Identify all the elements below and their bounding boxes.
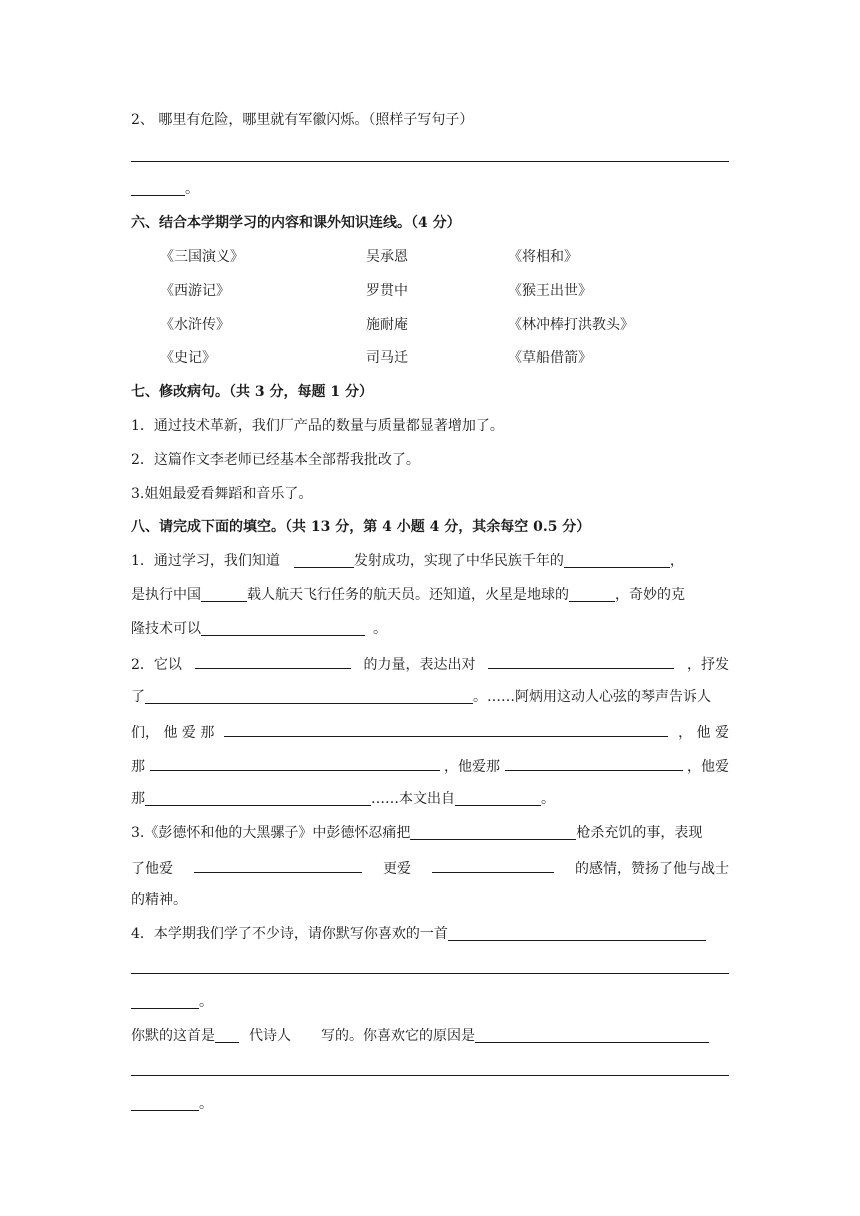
- q8-4-line4: [131, 1027, 729, 1045]
- q8-1-line3: [131, 620, 729, 638]
- match-person[interactable]: 罗贯中: [366, 283, 408, 299]
- text: 那: [131, 791, 145, 807]
- blank[interactable]: [195, 654, 351, 669]
- match-book[interactable]: 《三国演义》: [160, 249, 244, 265]
- blank[interactable]: [410, 825, 576, 840]
- text: 了他爱: [131, 861, 173, 877]
- q8-1-line2: [131, 586, 729, 604]
- text: 们， 他 爱 那: [131, 725, 215, 741]
- text: 代诗人: [249, 1028, 291, 1044]
- text: ，奇妙的克: [615, 587, 685, 603]
- text: 的感情，赞扬了他与战士: [575, 861, 729, 877]
- text: ，他爱: [687, 759, 729, 775]
- text: 。: [373, 621, 387, 637]
- match-person[interactable]: 施耐庵: [366, 317, 408, 333]
- match-person[interactable]: 司马迁: [366, 350, 408, 366]
- match-work[interactable]: 《将相和》: [508, 249, 578, 265]
- text: 。: [199, 994, 213, 1010]
- blank[interactable]: [145, 689, 473, 704]
- blank[interactable]: [194, 858, 362, 873]
- section-6-heading: 六、结合本学期学习的内容和课外知识连线。（4 分）: [131, 215, 461, 231]
- text: 4．本学期我们学了不少诗，请你默写你喜欢的一首: [131, 926, 448, 942]
- match-work[interactable]: 《草船借箭》: [508, 350, 592, 366]
- answer-line[interactable]: [131, 1075, 729, 1076]
- q8-3-line3: 的精神。: [131, 892, 187, 908]
- blank[interactable]: [505, 756, 683, 771]
- q8-3-line1: [131, 824, 729, 842]
- q5-2-answer-tail: [131, 180, 729, 198]
- q8-1-line1: [131, 552, 729, 570]
- blank[interactable]: [432, 858, 554, 873]
- answer-blank[interactable]: [131, 1096, 199, 1111]
- text: 。……阿炳用这动人心弦的琴声告诉人: [473, 689, 711, 705]
- text: 2．它以: [131, 657, 182, 673]
- text: 了: [131, 689, 145, 705]
- match-book[interactable]: 《史记》: [160, 350, 216, 366]
- q8-2-line2: [131, 688, 729, 706]
- q5-2-prompt: 2、 哪里有危险，哪里就有军徽闪烁。（照样子写句子）: [131, 112, 474, 128]
- blank-poem[interactable]: [448, 926, 706, 941]
- text: 隆技术可以: [131, 621, 201, 637]
- q8-2-line4: [131, 756, 729, 776]
- text: 是执行中国: [131, 587, 201, 603]
- blank-dynasty[interactable]: [215, 1028, 239, 1043]
- blank-launch[interactable]: [294, 553, 354, 568]
- match-work[interactable]: 《林冲棒打洪教头》: [508, 317, 634, 333]
- q8-4-line3: [131, 993, 729, 1011]
- answer-blank[interactable]: [131, 181, 185, 196]
- blank-source[interactable]: [455, 791, 541, 806]
- text: 载人航天飞行任务的航天员。还知道，火星是地球的: [247, 587, 569, 603]
- q8-4-line1: [131, 925, 729, 943]
- text: ，他爱那: [444, 759, 500, 775]
- section-8-heading: 八、请完成下面的填空。（共 13 分，第 4 小题 4 分，其余每空 0.5 分）: [131, 519, 591, 535]
- blank-mission[interactable]: [201, 587, 247, 602]
- blank-mars[interactable]: [569, 587, 615, 602]
- text: ， 他 爱: [678, 725, 729, 741]
- text: 枪杀充饥的事，表现: [576, 825, 703, 841]
- q8-2-line5: [131, 790, 729, 808]
- answer-line[interactable]: [131, 161, 729, 162]
- text: 。: [199, 1096, 213, 1112]
- blank[interactable]: [224, 722, 668, 737]
- answer-blank[interactable]: [131, 994, 199, 1009]
- text: 你默的这首是: [131, 1028, 215, 1044]
- section-7-heading: 七、修改病句。（共 3 分，每题 1 分）: [131, 384, 373, 400]
- blank-reason[interactable]: [475, 1028, 709, 1043]
- q8-2-line3: [131, 722, 729, 742]
- answer-line[interactable]: [131, 973, 729, 974]
- text: 的力量，表达出对: [363, 657, 476, 673]
- text: 更爱: [383, 861, 411, 877]
- blank-clone[interactable]: [201, 621, 365, 636]
- match-work[interactable]: 《猴王出世》: [508, 283, 592, 299]
- blank[interactable]: [488, 654, 674, 669]
- text: 发射成功，实现了中华民族千年的: [353, 553, 564, 569]
- text: 写的。你喜欢它的原因是: [321, 1028, 475, 1044]
- q8-4-line6: [131, 1095, 729, 1113]
- text: 。: [541, 791, 555, 807]
- blank[interactable]: [150, 756, 440, 771]
- q8-2-line1: [131, 654, 729, 674]
- match-book[interactable]: 《西游记》: [160, 283, 230, 299]
- sentence-item: 3.姐姐最爱看舞蹈和音乐了。: [131, 486, 313, 502]
- sentence-item: 2．这篇作文李老师已经基本全部帮我批改了。: [131, 452, 420, 468]
- sentence-item: 1．通过技术革新，我们厂产品的数量与质量都显著增加了。: [131, 418, 504, 434]
- match-book[interactable]: 《水浒传》: [160, 317, 230, 333]
- match-person[interactable]: 吴承恩: [366, 249, 408, 265]
- blank[interactable]: [145, 791, 371, 806]
- text: ……本文出自: [371, 791, 455, 807]
- text: 3.《彭德怀和他的大黑骡子》中彭德怀忍痛把: [131, 825, 411, 841]
- q8-3-line2: [131, 858, 729, 878]
- blank-dream[interactable]: [564, 553, 670, 568]
- text: 那: [131, 759, 145, 775]
- text: 1．通过学习，我们知道: [131, 553, 280, 569]
- text: ，: [669, 553, 684, 569]
- text: ，抒发: [686, 657, 729, 673]
- punct: 。: [185, 181, 199, 197]
